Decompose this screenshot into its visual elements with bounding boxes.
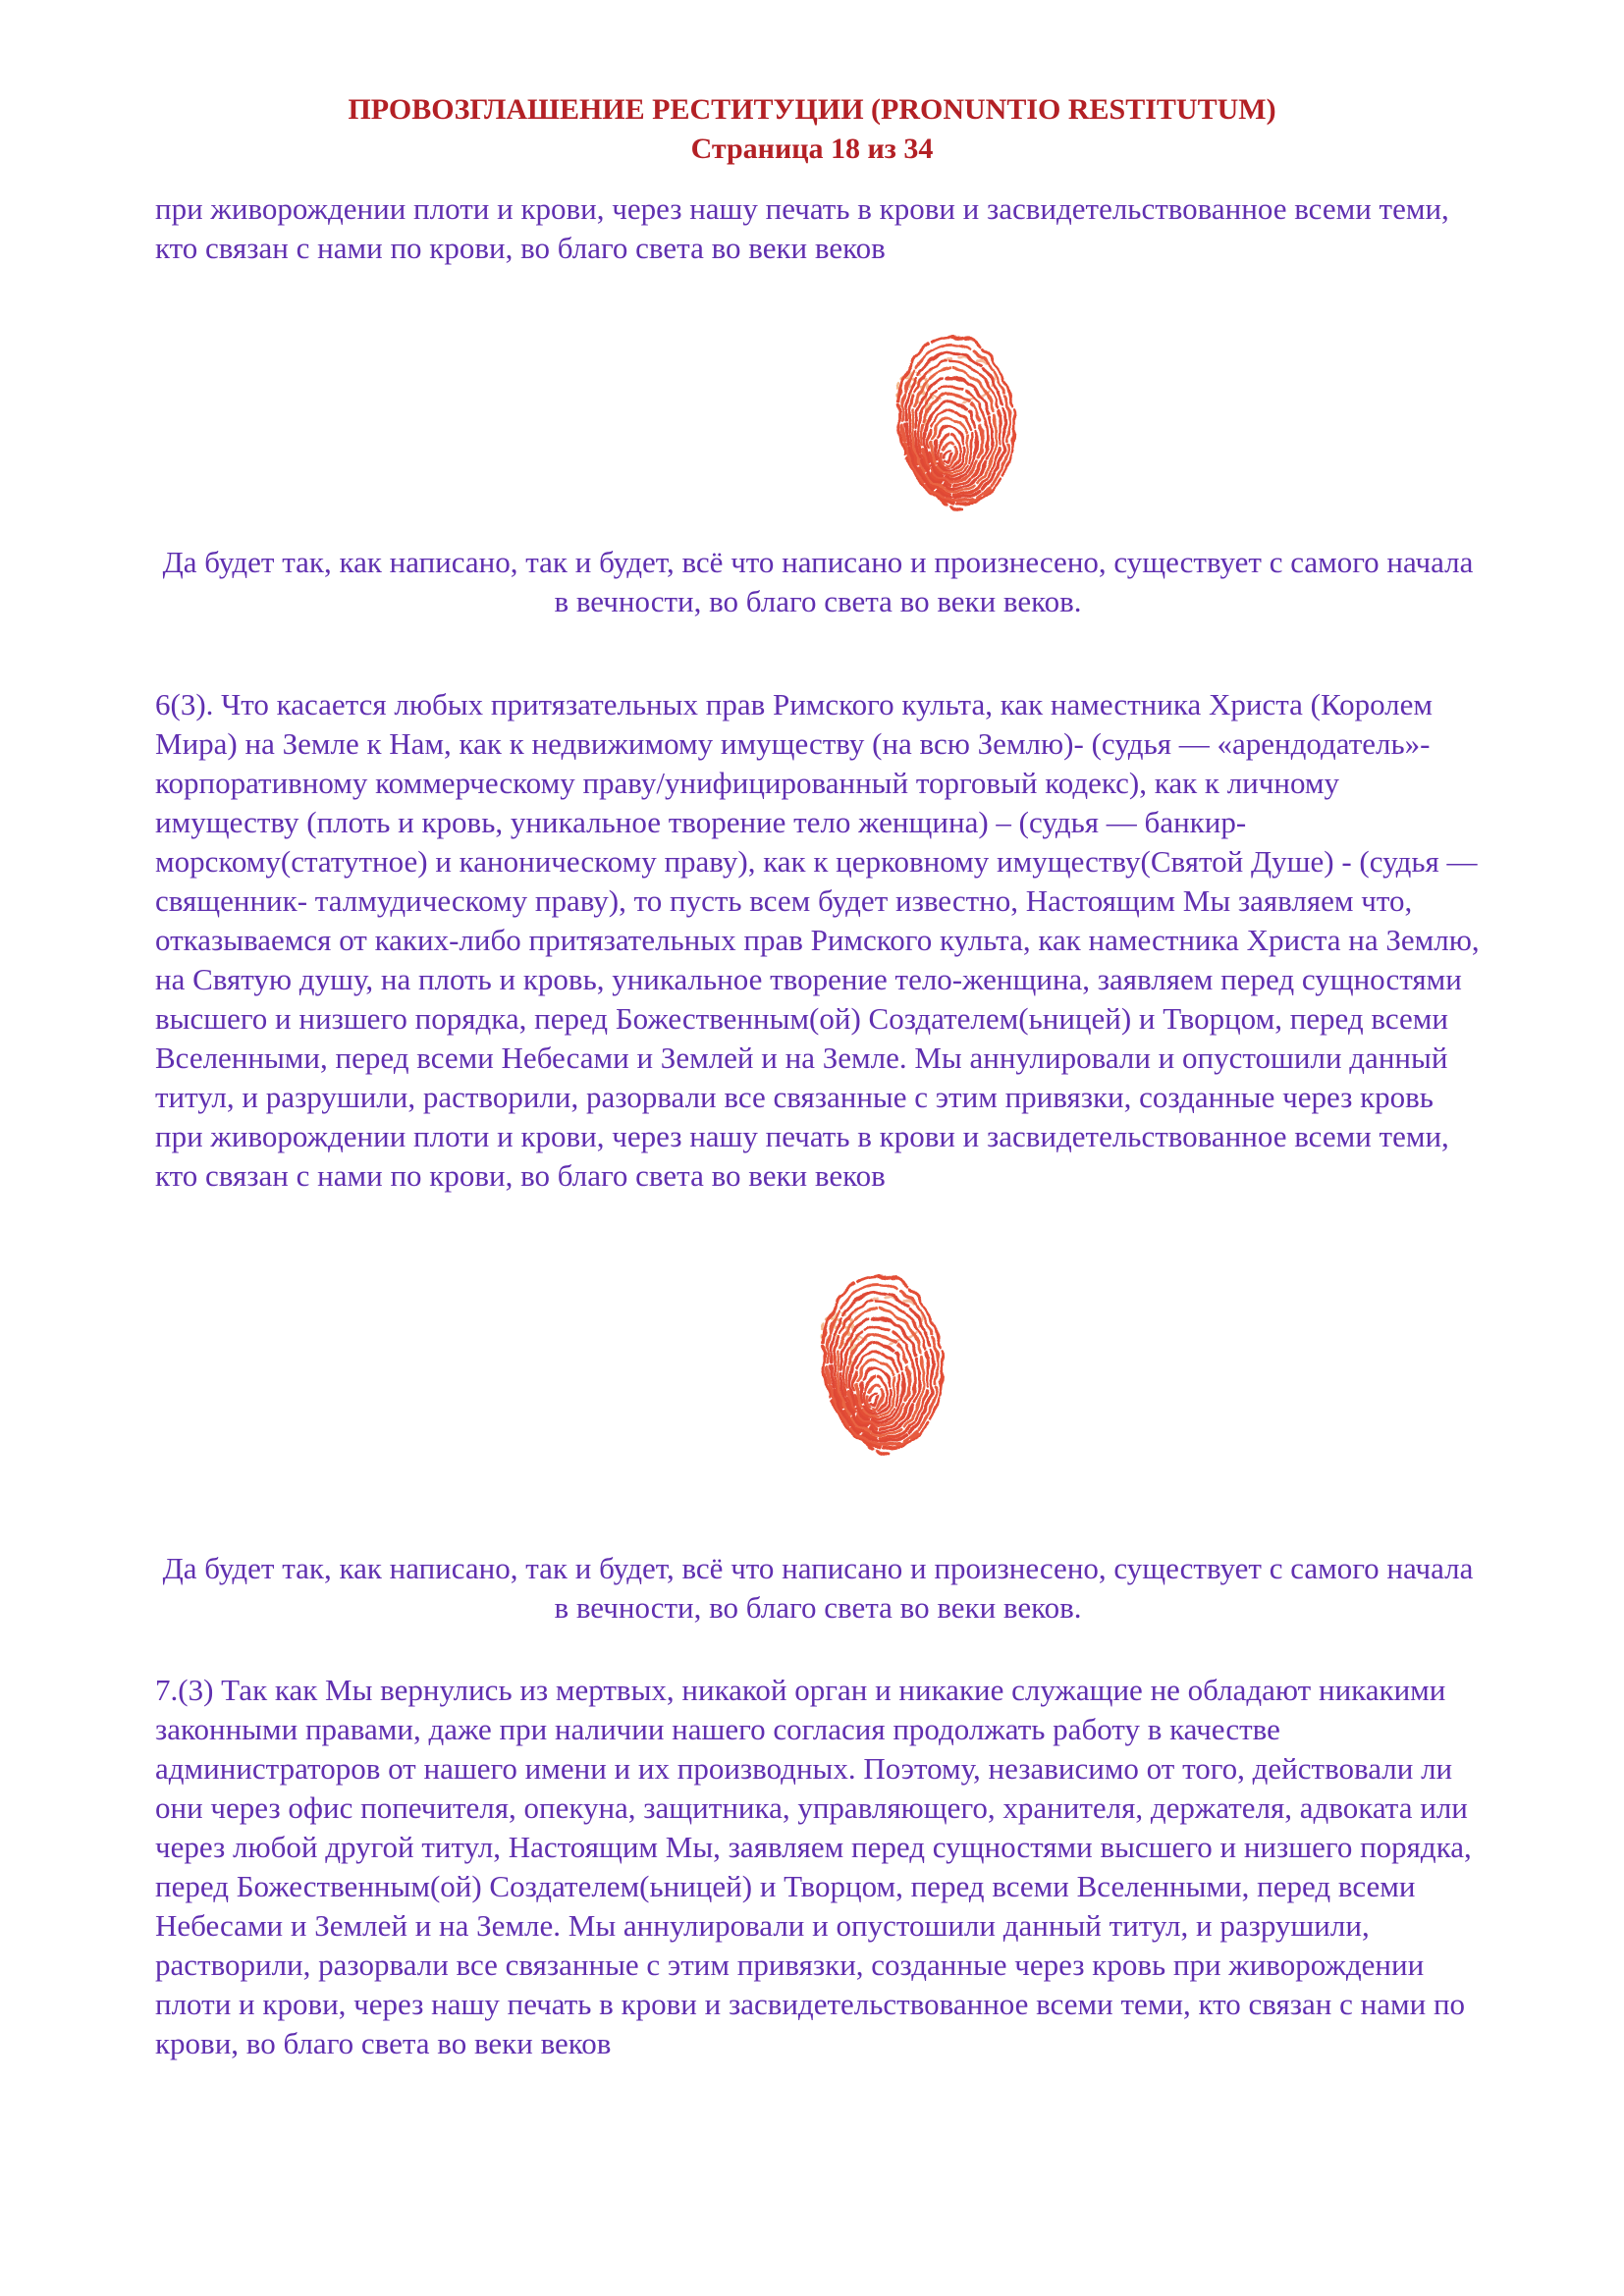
affirmation-text-1: Да будет так, как написано, так и будет, всё что написано и произнесено, существует с самого начала в вечности, во благо света во веки веков. (162, 545, 1474, 618)
page-number-indicator: Страница 18 из 34 (690, 133, 934, 165)
paragraph-clause-7-3: 7.(3) Так как Мы вернулись из мертвых, никакой орган и никакие служащие не обладают никакими законными правами, даже при наличии нашего согласия продолжать работу в качестве администраторов от нашего имени и их производных. Поэтому, независимо от того, действовали ли они через офис попечителя, опекуна, защитника, управляющего, хранителя, держателя, адвоката или через любой другой титул, Настоящим Мы, заявляем перед сущностями высшего и низшего порядка, перед Божественным(ой) Создателем(ьницей) и Творцом, перед всеми Вселенными, перед всеми Небесами и Землей и на Земле. Мы аннулировали и опустошили данный титул, и разрушили, растворили, разорвали все связанные с этим привязки, созданные через кровь при живорождении плоти и крови, через нашу печать в крови и засвидетельствованное всеми теми, кто связан с нами по крови, во благо света во веки веков (155, 1673, 1472, 2060)
fingerprint-stamp-icon (887, 322, 1026, 525)
paragraph-clause-6-3: 6(3). Что касается любых притязательных прав Римского культа, как наместника Христа (Королем Мира) на Земле к Нам, как к недвижимому имуществу (на всю Землю)- (судья — «арендодатель»- корпоративному коммерческому праву/унифицированный торговый кодекс), как к личному имуществу (плоть и кровь, уникальное творение тело женщина) – (судья — банкир-морскому(статутное) и каноническому праву), как к церковному имуществу(Святой Душе) - (судья — священник- талмудическому праву), то пусть всем будет известно, Настоящим Мы заявляем что, отказываемся от каких-либо притязательных прав Римского культа, как наместника Христа на Землю, на Святую душу, на плоть и кровь, уникальное творение тело-женщина, заявляем перед сущностями высшего и низшего порядка, перед Божественным(ой) Создателем(ьницей) и Творцом, перед всеми Вселенными, перед всеми Небесами и Землей и на Земле. Мы аннулировали и опустошили данный титул, и разрушили, растворили, разорвали все связанные с этим привязки, созданные через кровь при живорождении плоти и крови, через нашу печать в крови и засвидетельствованное всеми теми, кто связан с нами по крови, во благо света во веки веков (155, 687, 1480, 1193)
fingerprint-stamp-icon (811, 1262, 954, 1468)
document-header (0, 90, 1624, 169)
paragraph-intro-continuation: при живорождении плоти и крови, через нашу печать в крови и засвидетельствованное всеми теми, кто связан с нами по крови, во благо света во веки веков (155, 191, 1449, 265)
affirmation-text-2: Да будет так, как написано, так и будет, всё что написано и произнесено, существует с самого начала в вечности, во благо света во веки веков. (162, 1551, 1474, 1625)
document-title: ПРОВОЗГЛАШЕНИЕ РЕСТИТУЦИИ (PRONUNTIO RESTITUTUM) (348, 93, 1276, 126)
